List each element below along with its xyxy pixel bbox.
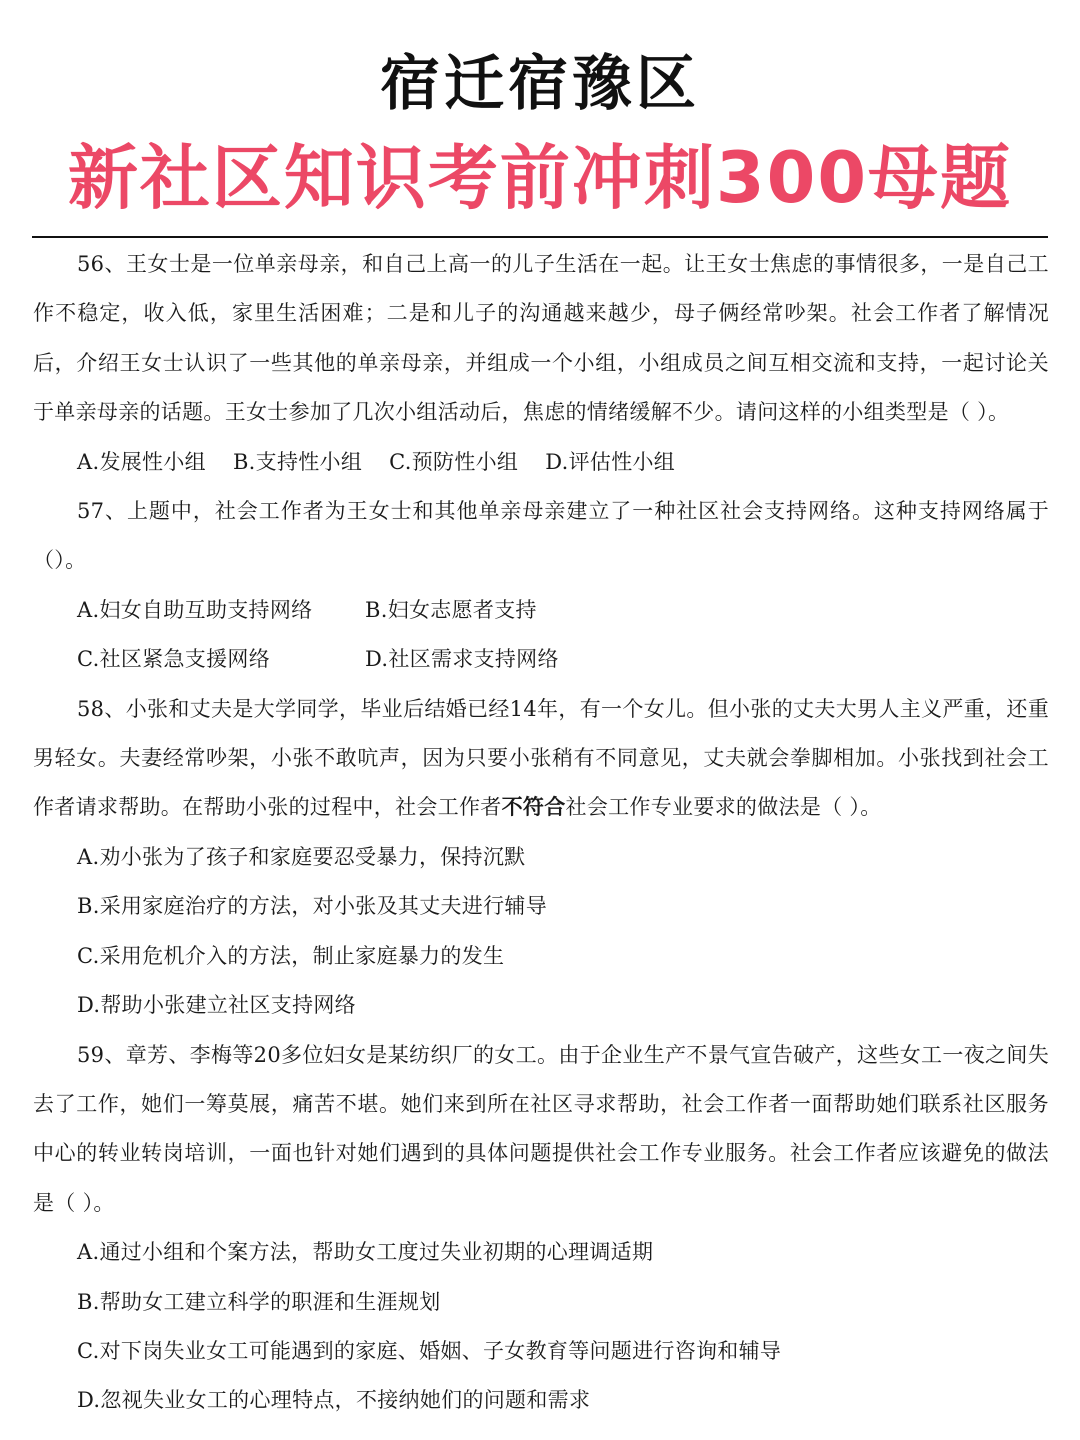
question-59-option-c: C.对下岗失业女工可能遇到的家庭、婚姻、子女教育等问题进行咨询和辅导 [77, 1338, 782, 1363]
question-57-option-d: D.社区需求支持网络 [365, 647, 559, 672]
question-57-options-row2 [33, 635, 1049, 684]
question-56-option-c: C.预防性小组 [389, 449, 519, 474]
question-58-option-a: A.劝小张为了孩子和家庭要忍受暴力，保持沉默 [77, 844, 526, 869]
question-59-option-a: A.通过小组和个案方法，帮助女工度过失业初期的心理调适期 [77, 1240, 654, 1265]
question-59-option-d: D.忽视失业女工的心理特点，不接纳她们的问题和需求 [77, 1388, 591, 1413]
question-56-stem: 56、王女士是一位单亲母亲，和自己上高一的儿子生活在一起。让王女士焦虑的事情很多，一是自己工作不稳定，收入低，家里生活困难；二是和儿子的沟通越来越少，母子俩经常吵架。社会工作者了解情况后，介绍王女士认识了一些其他的单亲母亲，并组成一个小组，小组成员之间互相交流和支持，一起讨论关于单亲母亲的话题。王女士参加了几次小组活动后，焦虑的情绪缓解不少。请问这样的小组类型是（ ）。 [33, 252, 1049, 425]
header-divider [32, 236, 1048, 238]
question-57-option-b: B.妇女志愿者支持 [365, 597, 537, 622]
question-56-option-b: B.支持性小组 [232, 449, 363, 474]
question-58-stem-before: 58、小张和丈夫是大学同学，毕业后结婚已经14年，有一个女儿。但小张的丈夫大男人主义严重，还重男轻女。夫妻经常吵架，小张不敢吭声，因为只要小张稍有不同意见，丈夫就会拳脚相加。小张找到社会工作者请求帮助。在帮助小张的过程中，社会工作者 [33, 696, 1049, 820]
question-58-stem-emphasis: 不符合 [501, 795, 566, 820]
question-57-option-a: A.妇女自助互助支持网络 [77, 597, 313, 622]
page-header [0, 0, 1080, 240]
question-57-stem: 57、上题中，社会工作者为王女士和其他单亲母亲建立了一种社区社会支持网络。这种支持网络属于（）。 [33, 499, 1049, 573]
question-56-option-d: D.评估性小组 [545, 449, 676, 474]
question-58-stem [33, 685, 1049, 833]
question-58-option-b: B.采用家庭治疗的方法，对小张及其丈夫进行辅导 [77, 894, 548, 919]
question-list [33, 240, 1049, 1440]
question-56-option-a: A.发展性小组 [77, 449, 206, 474]
question-58-option-d: D.帮助小张建立社区支持网络 [77, 993, 356, 1018]
question-58-option-c: C.采用危机介入的方法，制止家庭暴力的发生 [77, 943, 505, 968]
question-59-option-b: B.帮助女工建立科学的职涯和生涯规划 [77, 1289, 441, 1314]
title-subject: 新社区知识考前冲刺300母题 [67, 137, 1013, 219]
question-57-options-row1 [33, 586, 1049, 635]
question-59-stem: 59、章芳、李梅等20多位妇女是某纺织厂的女工。由于企业生产不景气宣告破产，这些女工一夜之间失去了工作，她们一筹莫展，痛苦不堪。她们来到所在社区寻求帮助，社会工作者一面帮助她们联系社区服务中心的转业转岗培训，一面也针对她们遇到的具体问题提供社会工作专业服务。社会工作者应该避免的做法是（ ）。 [33, 1042, 1049, 1215]
question-57-option-c: C.社区紧急支援网络 [77, 647, 270, 672]
question-56-options [33, 438, 1049, 487]
question-58-stem-after: 社会工作专业要求的做法是（ ）。 [565, 795, 882, 820]
title-region: 宿迁宿豫区 [380, 49, 700, 119]
